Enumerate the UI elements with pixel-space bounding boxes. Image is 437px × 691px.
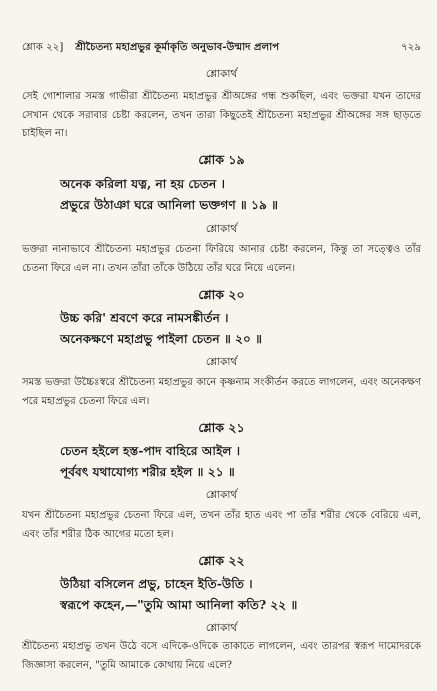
verse-line: উচ্চ করি' শ্রবণে করে নামসঙ্কীর্তন । [60,311,229,325]
translation-heading: শ্লোকার্থ [205,622,238,634]
sloka-reference: শ্লোক ২২] [22,42,64,53]
translation-text: যখন শ্রীচৈতন্য মহাপ্রভুর চেতনা ফিরে এল, তখন তাঁর হাত এবং পা তাঁর শরীর থেকে বেরিয়ে এল, এবং তাঁর শরীর ঠিক আগের মতো হল। [22,510,421,540]
verse-line: প্রভুরে উঠাঞা ঘরে আনিলা ভক্তগণ ॥ ১৯ ॥ [60,198,279,212]
translation-heading: শ্লোকার্থ [205,223,238,235]
sloka-heading: শ্লোক ২০ [198,287,245,302]
sloka-heading: শ্লোক ১৯ [198,152,245,167]
verse [60,574,421,616]
sloka-heading: শ্লোক ২১ [198,420,245,435]
verse-line: উঠিয়া বসিলেন প্রভু, চাহেন ইতি-উতি । [60,577,253,591]
verse-line: অনেকক্ষণে মহাপ্রভু পাইলা চেতন ॥ ২০ ॥ [60,332,263,346]
verse [60,174,421,216]
verse-line: স্বরূপে কহেন,—"তুমি আমা আনিলা কতি? ২২ ॥ [60,598,298,612]
translation-text: সমস্ত ভক্তরা উচ্চৈঃস্বরে শ্রীচৈতন্য মহাপ্রভুর কানে কৃষ্ণনাম সংকীর্তন করতে লাগলেন, এবং অনেকক্ষণ পরে মহাপ্রভুর চেতনা ফিরে এল। [22,377,421,407]
translation-text: শ্রীচৈতন্য মহাপ্রভু তখন উঠে বসে এদিকে-ওদিকে তাকাতে লাগলেন, এবং তারপর স্বরূপ দামোদরকে জিজ্ঞাসা করলেন, "তুমি আমাকে কোথায় নিয়ে এলে? [22,641,421,671]
translation-heading: শ্লোকার্থ [205,68,238,80]
translation-heading: শ্লোকার্থ [205,356,238,368]
verse [60,308,421,350]
translation-text: সেই গোশালার সমস্ত গাভীরা শ্রীচৈতন্য মহাপ্রভুর শ্রীঅঙ্গের গন্ধ শুকছিল, এবং ভক্তরা যখন তাদের সেখান থেকে সরাবার চেষ্টা করলেন, তখন তারা কিছুতেই শ্রীচৈতন্য মহাপ্রভুর শ্রীঅঙ্গের সঙ্গ ছাড়তে চাইছিল না। [22,91,421,140]
chapter-title: শ্রীচৈতন্য মহাপ্রভুর কূর্মাকৃতি অনুভাব-উন্মাদ প্রলাপ [75,41,280,53]
translation-heading: শ্লোকার্থ [205,489,238,501]
verse [60,441,421,483]
verse-line: চেতন হইলে হস্ত-পাদ বাহিরে আইল । [60,444,241,458]
translation-text: ভক্তরা নানাভাবে শ্রীচৈতন্য মহাপ্রভুর চেতনা ফিরিয়ে আনার চেষ্টা করলেন, কিন্তু তা সত্ত্বেও তাঁর চেতনা ফিরে এল না। তখন তাঁরা তাঁকে উঠিয়ে তাঁর ঘরে নিয়ে এলেন। [22,244,421,274]
page-number: ৭২৯ [401,42,421,53]
verse-line: পূর্ববৎ যথাযোগ্য শরীর হইল ॥ ২১ ॥ [60,465,235,479]
sloka-heading: শ্লোক ২২ [198,553,245,568]
running-header [22,40,421,57]
verse-line: অনেক করিলা যত্ন, না হয় চেতন । [60,177,225,191]
